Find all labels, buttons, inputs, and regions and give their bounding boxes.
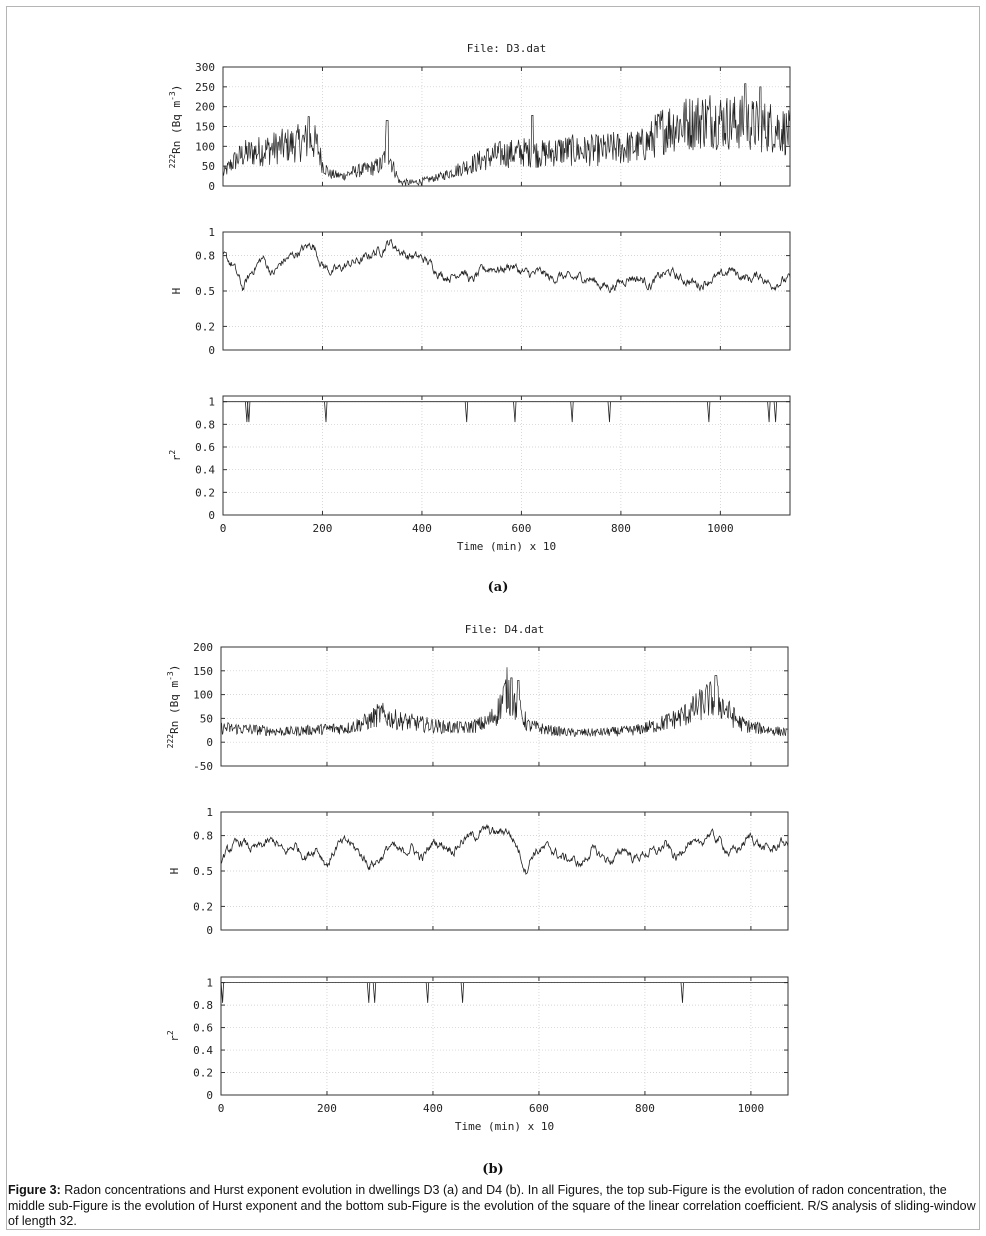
y-axis-label-sup: 2 xyxy=(166,1030,175,1036)
y-axis-label-close: ) xyxy=(168,664,181,672)
y-axis-label-sup: 2 xyxy=(168,449,177,455)
x-tick-label: 0 xyxy=(219,522,227,535)
series-dip xyxy=(681,983,684,1003)
y-axis-label xyxy=(166,665,181,749)
y-tick-label: 50 xyxy=(199,712,213,726)
y-tick-label: 200 xyxy=(193,641,213,654)
x-tick-label: 600 xyxy=(511,522,532,535)
plot-frame xyxy=(221,977,788,1095)
series-line xyxy=(223,84,790,186)
y-tick-label: 0.4 xyxy=(193,1044,213,1058)
x-tick-label: 200 xyxy=(312,522,333,535)
y-tick-label: 150 xyxy=(195,120,215,134)
x-tick-label: 600 xyxy=(529,1102,549,1115)
y-tick-label: 150 xyxy=(193,664,213,678)
series-dip xyxy=(774,402,777,422)
x-tick-label: 1000 xyxy=(737,1102,765,1115)
chart-1 xyxy=(168,42,790,193)
y-tick-label: -50 xyxy=(193,760,213,773)
y-tick-label: 0 xyxy=(206,736,213,750)
y-tick-label: 0 xyxy=(208,180,215,193)
series-dip xyxy=(465,402,468,422)
y-axis-label-main: Rn (Bq m xyxy=(170,100,183,154)
chart-title: File: D3.dat xyxy=(466,42,547,55)
x-tick-label: 800 xyxy=(610,522,631,535)
y-axis-label-main: r xyxy=(170,454,183,462)
y-axis-label-sup: 222 xyxy=(166,733,175,749)
y-tick-label: 0.4 xyxy=(195,463,215,477)
series-dip xyxy=(608,402,611,422)
chart-5 xyxy=(168,806,788,937)
x-axis-label: Time (min) x 10 xyxy=(454,1120,555,1133)
y-tick-label: 0.8 xyxy=(195,418,215,432)
y-axis-label xyxy=(168,85,183,169)
y-tick-label: 1 xyxy=(208,395,215,409)
series-dip xyxy=(768,402,771,422)
series-dip xyxy=(325,402,328,422)
y-tick-label: 0 xyxy=(208,344,215,357)
y-tick-label: 100 xyxy=(193,688,213,702)
y-tick-label: 100 xyxy=(195,140,215,154)
plot-frame xyxy=(223,232,790,350)
y-tick-label: 1 xyxy=(206,976,213,990)
y-axis-label-main: Rn (Bq m xyxy=(168,680,181,734)
series-dip xyxy=(426,983,429,1003)
y-axis-label-sup: 222 xyxy=(168,153,177,169)
panel-a-label: (a) xyxy=(487,580,509,595)
series-dip xyxy=(247,402,250,422)
chart-2 xyxy=(170,226,790,357)
x-tick-label: 400 xyxy=(423,1102,443,1115)
y-tick-label: 0.8 xyxy=(193,999,213,1013)
plot-frame xyxy=(221,812,788,930)
chart-4 xyxy=(166,623,788,773)
y-axis-label-close: ) xyxy=(170,84,183,92)
y-tick-label: 0.8 xyxy=(193,829,213,843)
y-tick-label: 0 xyxy=(206,1089,213,1102)
y-tick-label: 0.5 xyxy=(193,865,213,878)
x-tick-label: 800 xyxy=(634,1102,655,1115)
series-dip xyxy=(571,402,574,422)
plot-frame xyxy=(221,647,788,766)
x-axis-label: Time (min) x 10 xyxy=(456,540,557,553)
y-tick-label: 0.8 xyxy=(195,249,215,263)
x-tick-label: 0 xyxy=(217,1102,225,1115)
y-tick-label: 0.2 xyxy=(193,1066,213,1080)
figure-caption xyxy=(8,1183,978,1230)
series-dip xyxy=(514,402,517,422)
y-tick-label: 0 xyxy=(206,924,213,937)
y-tick-label: 0.5 xyxy=(195,285,215,298)
series-dip xyxy=(707,402,710,422)
y-axis-label-exp: -3 xyxy=(166,671,175,681)
y-axis-label xyxy=(168,450,183,462)
y-tick-label: 1 xyxy=(206,806,213,819)
y-tick-label: 250 xyxy=(195,80,215,94)
y-axis-label: H xyxy=(168,867,181,875)
y-tick-label: 0.6 xyxy=(193,1021,213,1035)
series-dip xyxy=(461,983,464,1003)
y-tick-label: 1 xyxy=(208,226,215,239)
y-axis-label xyxy=(166,1030,181,1042)
y-tick-label: 0.2 xyxy=(193,900,213,914)
chart-6 xyxy=(166,977,788,1133)
x-tick-label: 200 xyxy=(317,1102,337,1115)
y-axis-label-main: r xyxy=(168,1035,181,1042)
y-axis-label: H xyxy=(170,287,183,295)
chart-3 xyxy=(168,396,790,553)
series-line xyxy=(221,825,788,874)
y-tick-label: 0.2 xyxy=(195,486,215,500)
panel-b-label: (b) xyxy=(482,1162,504,1177)
series-line xyxy=(221,667,788,736)
y-tick-label: 0 xyxy=(208,509,215,522)
chart-title: File: D4.dat xyxy=(464,623,545,636)
figure-caption-label: Figure 3: xyxy=(8,1183,61,1197)
y-tick-label: 50 xyxy=(201,160,215,174)
y-tick-label: 0.6 xyxy=(195,441,215,454)
series-dip xyxy=(367,983,370,1003)
series-dip xyxy=(373,983,376,1003)
y-tick-label: 300 xyxy=(195,61,215,74)
y-tick-label: 200 xyxy=(195,100,215,114)
x-tick-label: 400 xyxy=(412,522,432,535)
x-tick-label: 1000 xyxy=(707,522,734,535)
series-line xyxy=(223,240,790,293)
figure-caption-text: Radon concentrations and Hurst exponent evolution in dwellings D3 (a) and D4 (b). In all Figures, the top sub-Figure is the evolution of radon concentration, the middle sub-Figure is the evolution of Hurst exponent and the bottom sub-Figure is the evolution of the square of the linear correlation coefficient. R/S analysis of sliding-window of length 32. xyxy=(8,1183,976,1228)
y-tick-label: 0.2 xyxy=(195,320,215,334)
y-axis-label-exp: -3 xyxy=(168,91,177,101)
plot-frame xyxy=(223,396,790,515)
